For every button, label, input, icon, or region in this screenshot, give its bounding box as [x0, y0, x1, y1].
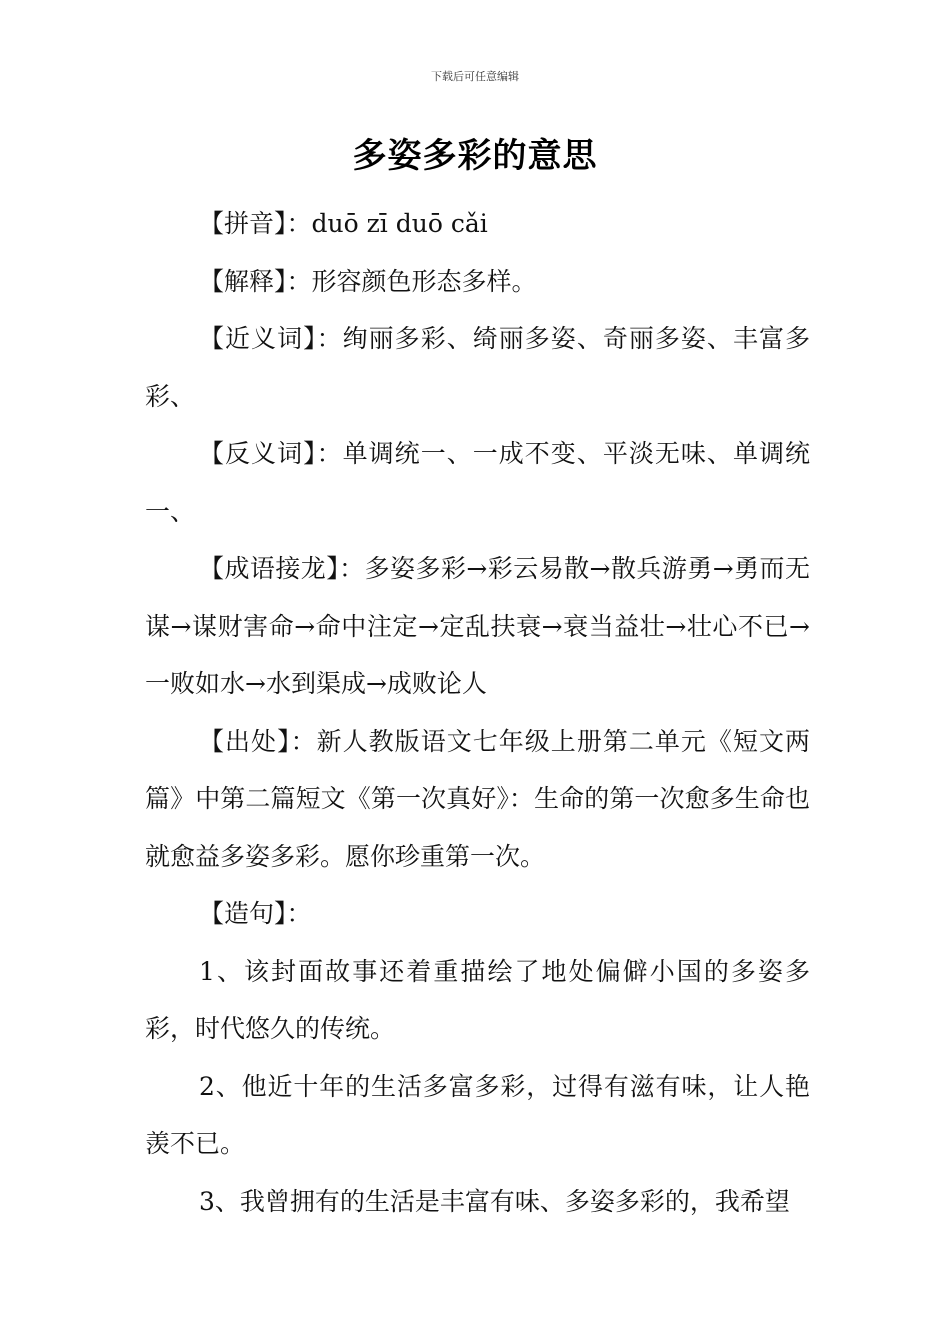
example-sentence-2: 2、他近十年的生活多富多彩，过得有滋有味，让人艳羡不已。: [145, 1071, 810, 1158]
explanation-paragraph: 【解释】：形容颜色形态多样。: [199, 266, 537, 296]
idiom-chain-paragraph: 【成语接龙】：多姿多彩→彩云易散→散兵游勇→勇而无谋→谋财害命→命中注定→定乱扶衰→衰当益壮→壮心不已→一败如水→水到渠成→成败论人: [145, 554, 811, 698]
example-sentences-heading: 【造句】：: [199, 899, 312, 928]
header-note: 下载后可任意编辑: [431, 70, 519, 83]
document-body: [145, 195, 810, 1230]
example-sentence-1: 1、该封面故事还着重描绘了地处偏僻小国的多姿多彩，时代悠久的传统。: [145, 956, 810, 1043]
synonyms-paragraph: 【近义词】：绚丽多彩、绮丽多姿、奇丽多姿、丰富多彩、: [145, 324, 810, 411]
document-title: 多姿多彩的意思: [352, 136, 598, 176]
antonyms-paragraph: 【反义词】：单调统一、一成不变、平淡无味、单调统一、: [145, 439, 810, 526]
pinyin-paragraph: 【拼音】：duō zī duō cǎi: [199, 209, 488, 238]
example-sentence-3: 3、我曾拥有的生活是丰富有味、多姿多彩的，我希望: [199, 1186, 790, 1216]
source-paragraph: 【出处】：新人教版语文七年级上册第二单元《短文两篇》中第二篇短文《第一次真好》：生命的第一次愈多生命也就愈益多姿多彩。愿你珍重第一次。: [145, 726, 810, 871]
